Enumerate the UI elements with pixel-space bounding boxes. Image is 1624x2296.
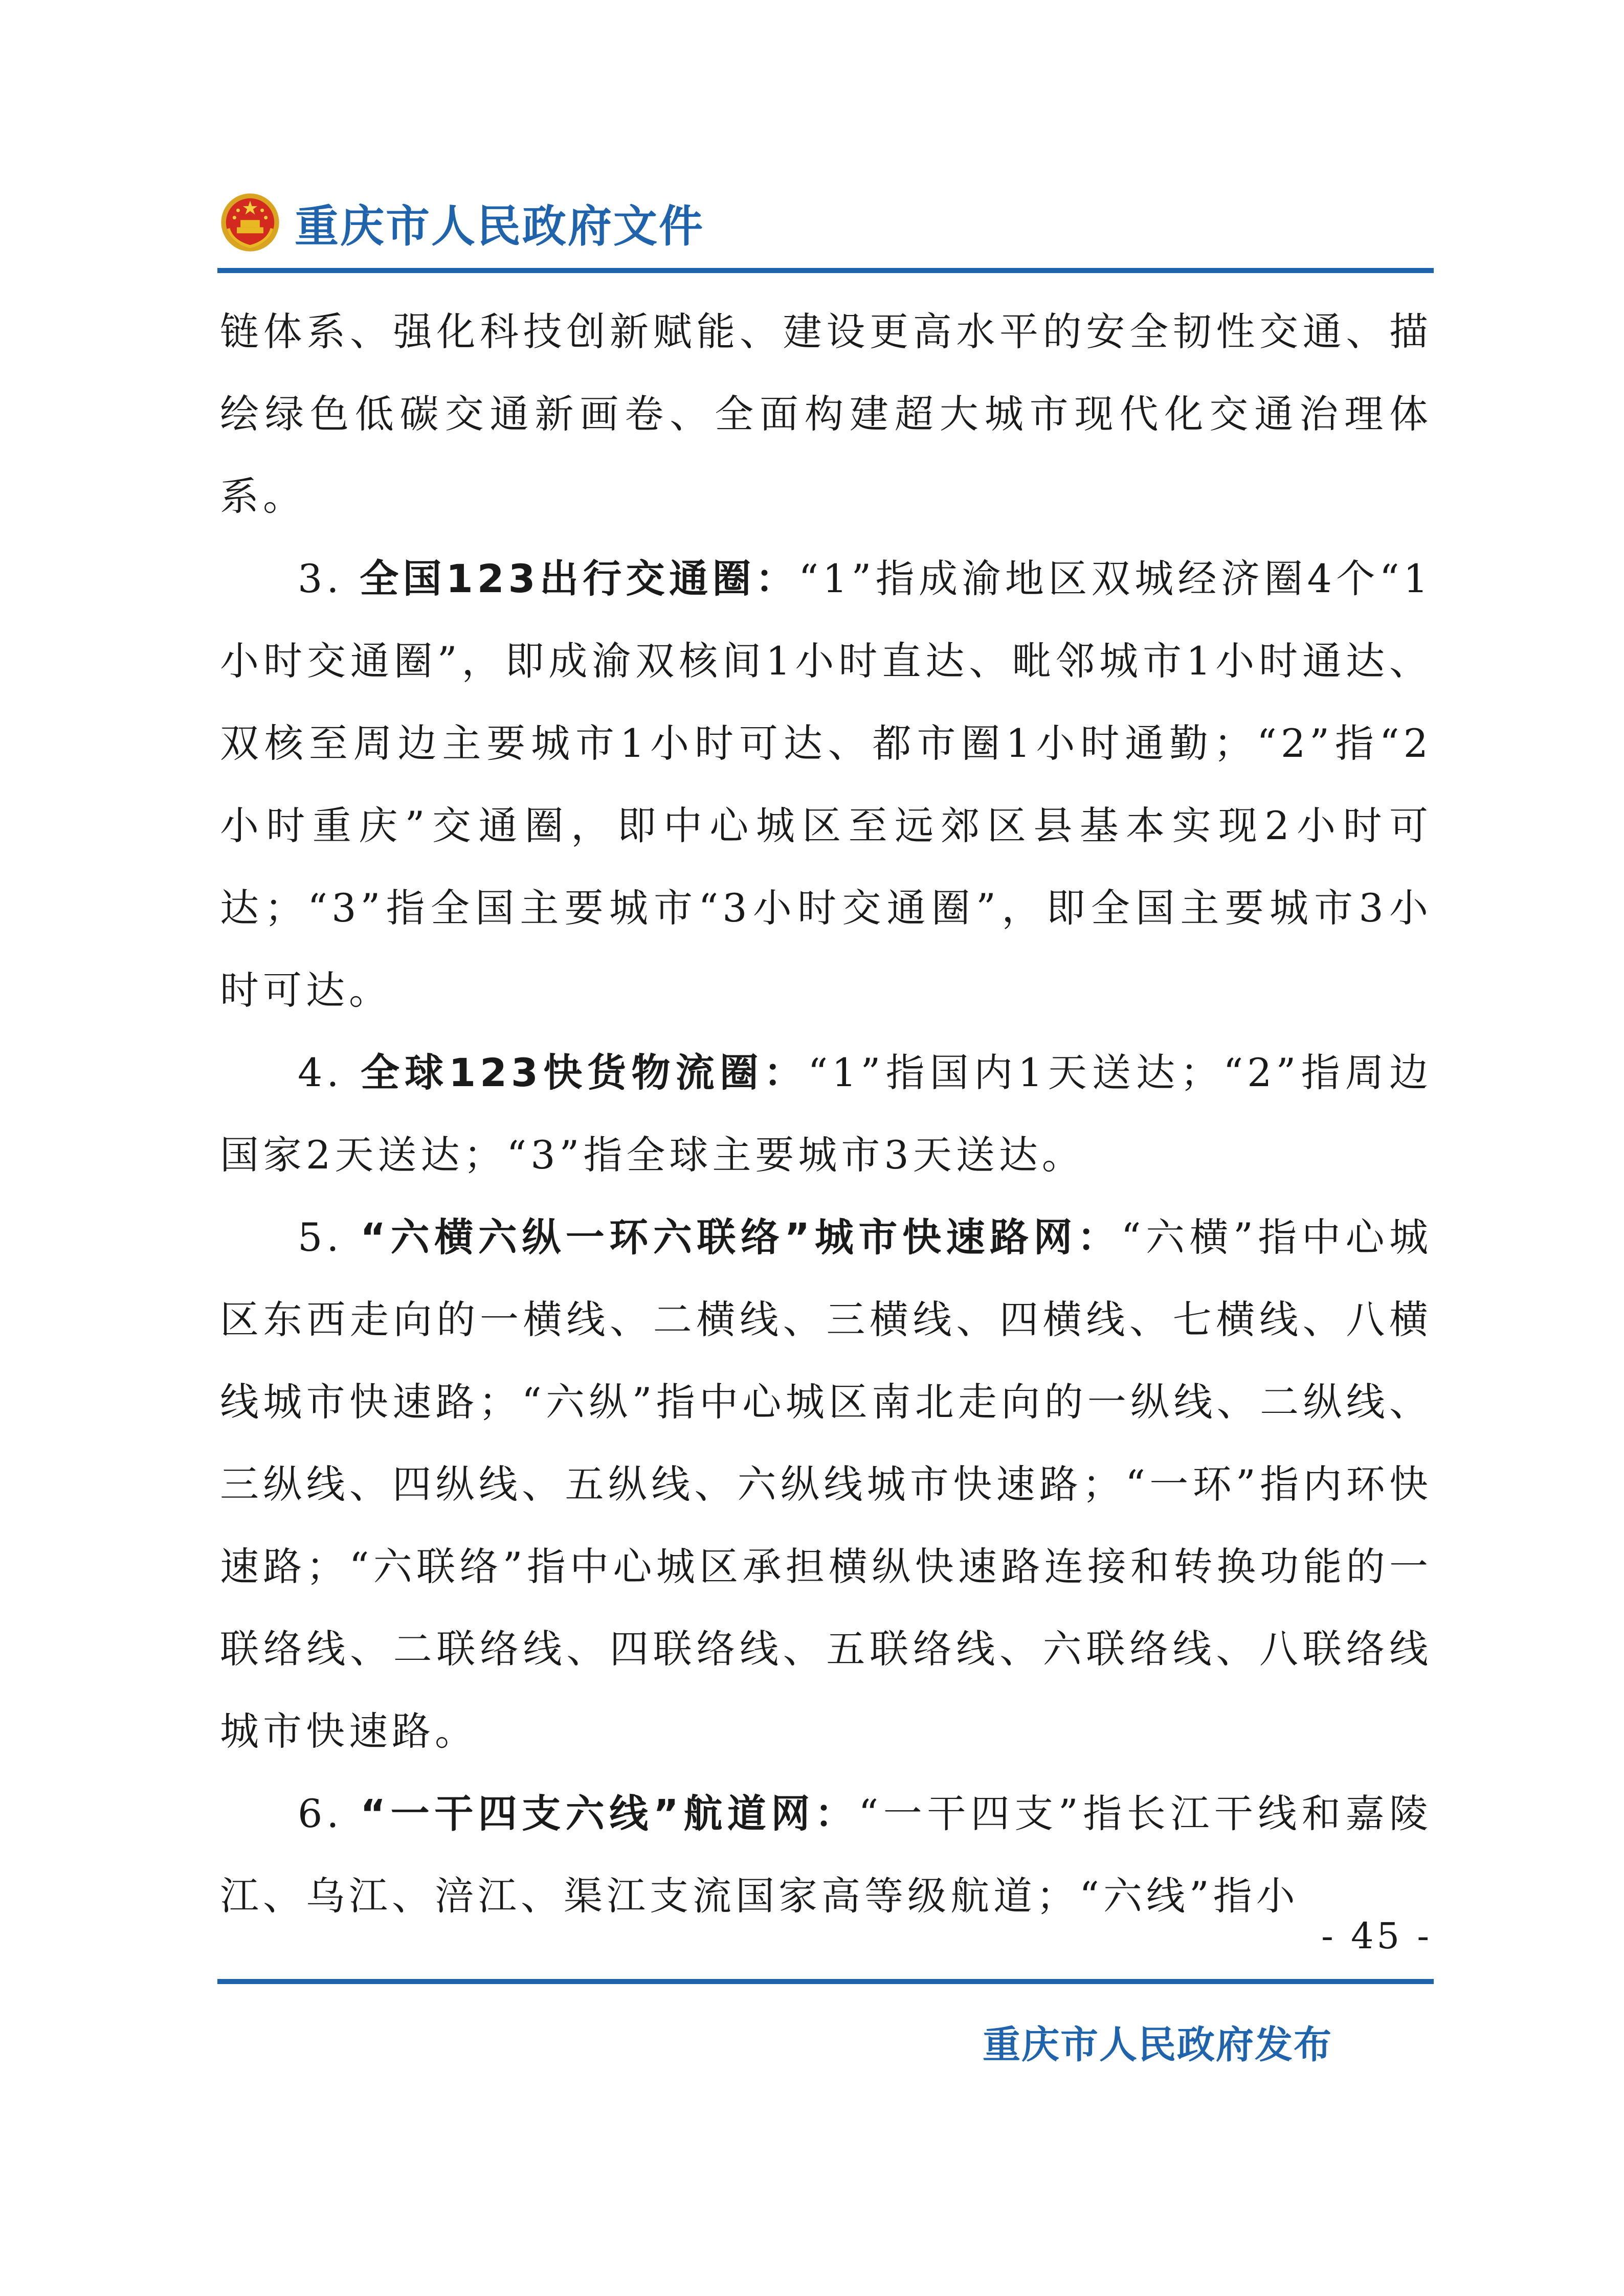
header-divider	[217, 268, 1434, 273]
document-header	[220, 184, 704, 261]
list-item	[220, 537, 1432, 1031]
item-text: “1”指成渝地区双城经济圈4个“1小时交通圈”，即成渝双核间1小时直达、毗邻城市1小时通达、双核至周边主要城市1小时可达、都市圈1小时通勤；“2”指“2小时重庆”交通圈，即中心城区至远郊区县基本实现2小时可达；“3”指全国主要城市“3小时交通圈”，即全国主要城市3小时可达。	[220, 556, 1432, 1013]
page-number: - 45 -	[1321, 1915, 1432, 1957]
list-item	[220, 1031, 1432, 1196]
national-emblem-icon	[220, 192, 280, 253]
item-term: 全球123快货物流圈：	[360, 1050, 808, 1095]
item-text: “六横”指中心城区东西走向的一横线、二横线、三横线、四横线、七横线、八横线城市快速路；“六纵”指中心城区南北走向的一纵线、二纵线、三纵线、四纵线、五纵线、六纵线城市快速路；“一环”指内环快速路；“六联络”指中心城区承担横纵快速路连接和转换功能的一联络线、二联络线、四联络线、五联络线、六联络线、八联络线城市快速路。	[220, 1214, 1432, 1754]
item-number: 5.	[298, 1214, 343, 1260]
document-body	[220, 290, 1432, 1937]
item-number: 3.	[298, 556, 343, 601]
item-term: “一干四支六线”航道网：	[360, 1791, 859, 1836]
list-item	[220, 1772, 1432, 1937]
item-number: 4.	[298, 1050, 343, 1095]
item-text: “一干四支”指长江干线和嘉陵江、乌江、涪江、渠江支流国家高等级航道；“六线”指小	[220, 1791, 1432, 1919]
footer-publisher: 重庆市人民政府发布	[983, 2023, 1332, 2067]
list-item	[220, 1196, 1432, 1772]
continuation-paragraph: 链体系、强化科技创新赋能、建设更高水平的安全韧性交通、描绘绿色低碳交通新画卷、全面构建超大城市现代化交通治理体系。	[220, 309, 1432, 519]
item-text: “1”指国内1天送达；“2”指周边国家2天送达；“3”指全球主要城市3天送达。	[220, 1050, 1432, 1178]
item-term: 全国123出行交通圈：	[360, 556, 799, 601]
footer-divider	[217, 1979, 1434, 1984]
item-term: “六横六纵一环六联络”城市快速路网：	[360, 1214, 1121, 1260]
item-number: 6.	[298, 1791, 343, 1836]
document-header-title: 重庆市人民政府文件	[295, 201, 704, 252]
